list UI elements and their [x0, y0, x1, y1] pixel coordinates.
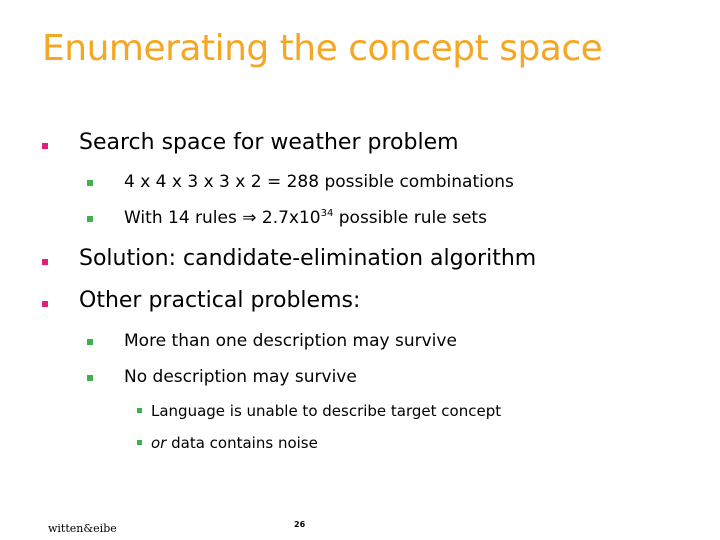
- bullet-text: Other practical problems:: [79, 288, 361, 313]
- bullet-text: 4 x 4 x 3 x 3 x 2 = 288 possible combinations: [124, 172, 514, 192]
- bullet-marker: [87, 216, 93, 222]
- noise-text: data contains noise: [166, 434, 318, 452]
- bullet-text: Search space for weather problem: [79, 130, 459, 155]
- bullet-marker: [137, 440, 142, 445]
- bullet-marker: [87, 339, 93, 345]
- rules-suffix: possible rule sets: [333, 208, 487, 228]
- rules-exponent: 34: [320, 208, 334, 219]
- bullet-marker: [42, 259, 48, 265]
- bullet-marker: [87, 375, 93, 381]
- bullet-marker: [137, 408, 142, 413]
- footer-source: witten&eibe: [48, 522, 117, 535]
- bullet-marker: [42, 301, 48, 307]
- bullet-marker: [42, 143, 48, 149]
- or-word: or: [151, 434, 167, 452]
- bullet-text: Solution: candidate-elimination algorithm: [79, 246, 537, 271]
- slide-title: Enumerating the concept space: [42, 28, 603, 69]
- page-number: 26: [294, 520, 306, 529]
- bullet-text: [124, 208, 487, 228]
- bullet-text: [151, 434, 318, 452]
- bullet-text: More than one description may survive: [124, 331, 457, 351]
- bullet-marker: [87, 180, 93, 186]
- bullet-text: Language is unable to describe target concept: [151, 402, 502, 420]
- bullet-text: No description may survive: [124, 367, 357, 387]
- rules-prefix: With 14 rules ⇒ 2.7x10: [124, 208, 321, 228]
